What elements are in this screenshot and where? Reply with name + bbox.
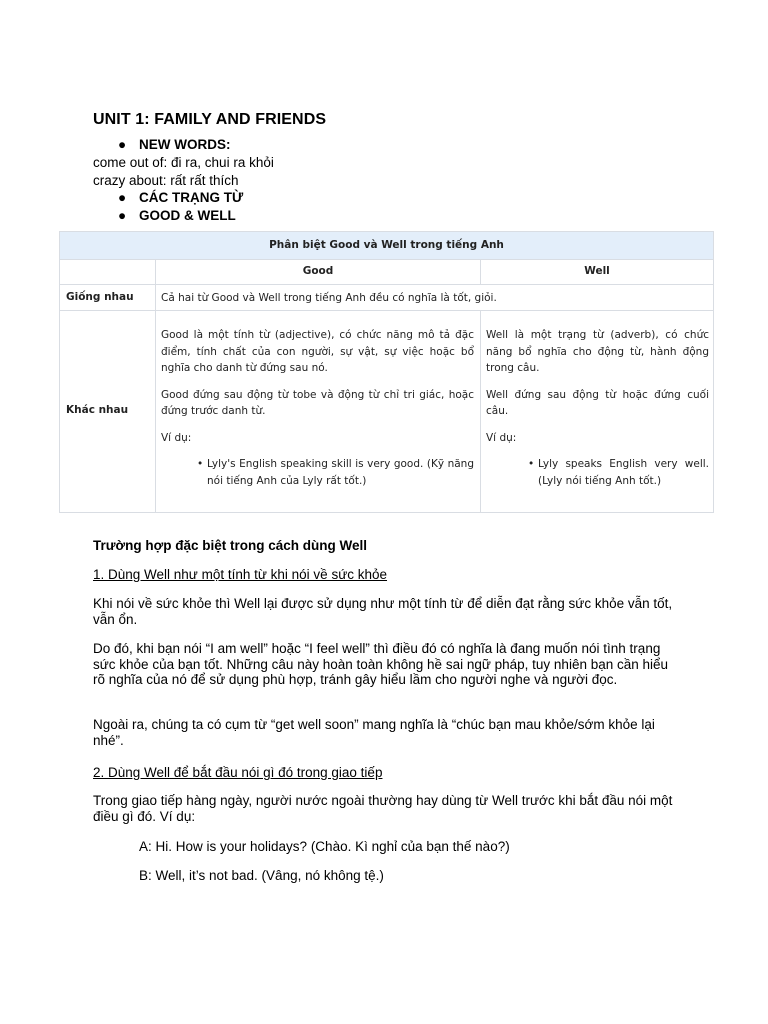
bullet-label: GOOD & WELL	[139, 208, 236, 223]
good-example-label: Ví dụ:	[161, 431, 192, 444]
well-example	[528, 456, 709, 489]
row-same-text: Cả hai từ Good và Well trong tiếng Anh đều có nghĩa là tốt, giỏi.	[161, 292, 497, 304]
vocab-item: crazy about: rất rất thích	[93, 173, 239, 188]
row-label-same: Giống nhau	[66, 291, 134, 303]
section-1-paragraph-2: Do đó, khi bạn nói “I am well” hoặc “I feel well” thì điều đó có nghĩa là đang muốn nói tình trạng sức khỏe của bạn tốt. Những câu này hoàn toàn không hề sai ngữ pháp, tuy nhiên bạn cần hiểu rõ nghĩa của nó để sử dụng phù hợp, tránh gây hiểu lầm cho người nghe và người đọc.	[93, 641, 669, 687]
column-header-well: Well	[584, 265, 610, 277]
well-paragraph-2: Well đứng sau động từ hoặc đứng cuối câu.	[486, 388, 709, 417]
good-paragraph-1: Good là một tính từ (adjective), có chức năng mô tả đặc điểm, tính chất của con người, sự vật, sự việc hoặc bổ nghĩa cho danh từ đứng sau nó.	[161, 329, 474, 374]
bullet-label: NEW WORDS:	[139, 137, 231, 152]
bullet-icon: ●	[118, 190, 127, 205]
section-2-paragraph-1: Trong giao tiếp hàng ngày, người nước ngoài thường hay dùng từ Well trước khi bắt đầu nói một điều gì đó. Ví dụ:	[93, 793, 673, 824]
good-example-text: Lyly's English speaking skill is very good. (Kỹ năng nói tiếng Anh của Lyly rất tốt.)	[207, 458, 474, 487]
unit-title: UNIT 1: FAMILY AND FRIENDS	[93, 111, 327, 128]
good-example	[197, 456, 474, 489]
bullet-icon: ●	[118, 137, 127, 152]
good-paragraph-2: Good đứng sau động từ tobe và động từ chỉ tri giác, hoặc đứng trước danh từ.	[161, 388, 474, 417]
comparison-table	[59, 231, 714, 513]
section-2-title: 2. Dùng Well để bắt đầu nói gì đó trong giao tiếp	[93, 765, 383, 780]
well-example-label: Ví dụ:	[486, 431, 517, 444]
well-description	[486, 327, 709, 489]
dialog-line-b: B: Well, it’s not bad. (Vâng, nó không tệ.)	[139, 868, 384, 883]
section-1-title: 1. Dùng Well như một tính từ khi nói về sức khỏe	[93, 567, 388, 582]
bullet-icon: ●	[118, 208, 127, 223]
well-paragraph-1: Well là một trạng từ (adverb), có chức năng bổ nghĩa cho động từ, hành động trong câu.	[486, 329, 709, 374]
bullet-icon: •	[528, 458, 535, 470]
dialog-line-a: A: Hi. How is your holidays? (Chào. Kì nghỉ của bạn thế nào?)	[139, 839, 510, 854]
bullet-icon: •	[197, 458, 204, 470]
special-heading: Trường hợp đặc biệt trong cách dùng Well	[93, 538, 367, 553]
bullet-label: CÁC TRẠNG TỪ	[139, 190, 244, 205]
column-header-good: Good	[302, 265, 334, 277]
section-1-paragraph-3: Ngoài ra, chúng ta có cụm từ “get well soon” mang nghĩa là “chúc bạn mau khỏe/sớm khỏe lại nhé”.	[93, 717, 655, 748]
table-caption: Phân biệt Good và Well trong tiếng Anh	[60, 232, 713, 260]
row-label-different: Khác nhau	[66, 404, 129, 416]
vocab-item: come out of: đi ra, chui ra khỏi	[93, 155, 274, 170]
section-1-paragraph-1: Khi nói về sức khỏe thì Well lại được sử dụng như một tính từ để diễn đạt rằng sức khỏe vẫn tốt, vẫn ổn.	[93, 596, 673, 627]
good-description	[161, 327, 474, 489]
well-example-text: Lyly speaks English very well. (Lyly nói tiếng Anh tốt.)	[538, 458, 709, 487]
